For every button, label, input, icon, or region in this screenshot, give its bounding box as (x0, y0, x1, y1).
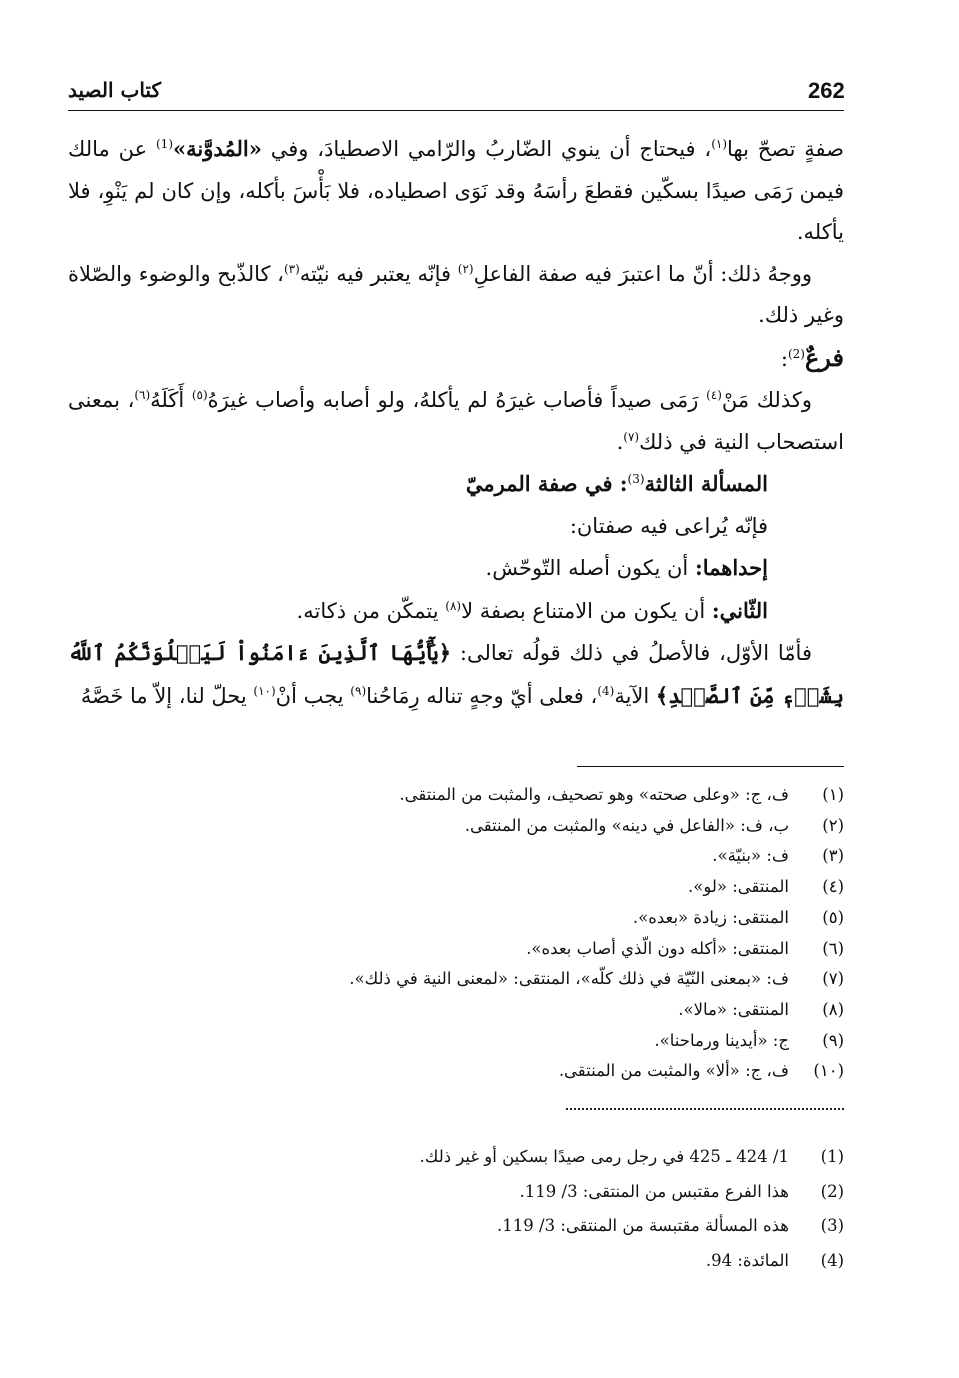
text-span: ، بمعنى استصحاب النية في ذلك (68, 388, 844, 454)
section-heading-far (68, 337, 844, 381)
footnote-ref[interactable]: (٢) (457, 261, 474, 276)
line-c (68, 590, 844, 633)
footnote-number: (2) (820, 1181, 844, 1201)
text-span: أَكَلَهُ (150, 388, 192, 412)
running-title: كتاب الصيد (68, 78, 161, 102)
paragraph-2 (68, 254, 844, 337)
footnote-item (68, 934, 844, 965)
footnote-text: المنتقى: «مالا». (678, 999, 789, 1019)
footnote-ref[interactable]: (٦) (134, 388, 151, 402)
footnote-item (68, 964, 844, 995)
footnote-item (68, 1209, 844, 1244)
footnote-text: ف، ج: «ألا» والمثبت من المنتقى. (558, 1061, 789, 1081)
footnote-ref[interactable]: (١) (711, 137, 728, 151)
footnote-text: المنتقى: زيادة «بعده». (632, 907, 789, 927)
footnote-separator (577, 766, 844, 767)
paragraph-3 (68, 380, 844, 463)
footnote-item (68, 1140, 844, 1175)
text-span: . (616, 429, 624, 454)
text-span: صفةٍ تصحّ بها (727, 137, 844, 161)
book-title: «المُدوَّنة» (173, 136, 262, 161)
line-b (68, 547, 844, 590)
footnote-number: (١) (822, 785, 844, 804)
footnote-number: (٤) (822, 877, 844, 897)
footnote-item (68, 811, 844, 842)
heading-colon: : (780, 346, 788, 371)
text-span: ، كالذّبح والوضوء والصّلاة وغير ذلك. (68, 261, 844, 327)
footnote-ref[interactable]: (٨) (445, 598, 462, 613)
heading-text: فرعٌ (804, 342, 844, 372)
footnote-ref[interactable]: (٩) (350, 683, 367, 698)
footnote-item (68, 1244, 844, 1279)
footnote-item (68, 1056, 844, 1087)
footnote-item (68, 1026, 844, 1057)
footnote-ref[interactable]: (٣) (283, 261, 300, 276)
text-span: ، فيحتاج أن ينوي الضّاربُ والرّامي الاصطيادَ، وفي (261, 137, 712, 161)
footnote-item (68, 872, 844, 903)
masala-heading (68, 463, 844, 506)
footnote-text: المائدة: 94. (705, 1250, 789, 1270)
quran-verse: ﴿يَٰٓأَيُّهَا ٱلَّذِينَ ءَامَنُواْ لَيَبۡلُوَنَّكُمُ ٱللَّهُ بِشَيۡءٖ مِّنَ ٱلصَّيۡدِ﴾ (68, 640, 844, 708)
footnote-text: ب، ف: «الفاعل في دينه» والمثبت من المنتقى. (464, 815, 789, 835)
text-span: رَمَى صيداً فأصاب غيرَهُ لم يأكلهُ، ولو أصابه وأصاب غيرَهُ (207, 388, 707, 412)
text-span: فإنّه يُراعى فيه صفتان: (569, 513, 768, 538)
footnote-item (68, 903, 844, 934)
text-span: أن يكون أصله التّوحّش. (485, 556, 695, 580)
footnote-number: (4) (820, 1250, 844, 1270)
footnote-ref[interactable]: (1) (155, 137, 173, 151)
label-bold: إحداهما: (694, 555, 768, 580)
footnote-item (68, 780, 844, 811)
footnote-text: ف، ج: «وعلى صحته» وهو تصحيف، والمثبت من المنتقى. (399, 785, 789, 804)
text-span: ووجهُ ذلك: أنّ ما اعتبرَ فيه صفة الفاعلِ (473, 261, 813, 286)
text-span: يجب أنْ (275, 683, 351, 708)
line-a (68, 506, 844, 548)
footnote-ref[interactable]: (3) (627, 472, 645, 486)
text-span: ، فعلى أيّ وجهٍ تناله رِمَاحُنا (366, 683, 598, 708)
footnote-number: (٣) (822, 846, 844, 866)
page-number: 262 (808, 78, 845, 103)
masala-title: المسألة الثالثة (644, 471, 768, 496)
footnote-text: المنتقى: «لو». (688, 877, 789, 897)
text-span: فأمّا الأوّل، فالأصلُ في ذلك قولُه تعالى: (451, 641, 812, 665)
footnote-ref[interactable]: (٧) (623, 429, 640, 444)
footnote-number: (٢) (822, 815, 844, 835)
label-bold: الثّاني: (711, 597, 768, 623)
footnote-ref[interactable]: (٤) (706, 388, 722, 402)
footnote-text: هذه المسألة مقتبسة من المنتقى: 3/ 119. (497, 1216, 789, 1235)
footnote-text: 1/ 424 ـ 425 في رجل رمى صيدًا بسكين أو غير ذلك. (419, 1147, 789, 1166)
footnote-ref[interactable]: (٥) (191, 388, 208, 402)
text-span: عن مالك فيمن رَمَى صيدًا بسكّين فقطعَ رأسَهُ وقد نَوَى اصطياده، فلا بَأْسَ بأكله، وإن كان لم يَنْوِ، فلا يأكله. (68, 137, 844, 244)
text-span: وكذلك مَنْ (721, 388, 812, 412)
footnote-number: (٥) (822, 907, 844, 927)
footnote-ref[interactable]: (4) (597, 683, 615, 698)
footnote-number: (3) (820, 1216, 844, 1235)
footnote-number: (٦) (822, 938, 844, 958)
footnote-number: (٩) (822, 1030, 844, 1050)
footnote-number: (1) (820, 1147, 844, 1166)
text-span: يحلّ لنا، إلاّ ما خَصَّهُ (80, 683, 254, 708)
editor-footnotes (68, 1140, 844, 1278)
main-text (68, 128, 844, 717)
text-span: الآية (614, 683, 656, 708)
variant-footnotes (68, 780, 844, 1087)
footnote-text: ف: «بنيّة». (712, 846, 789, 866)
text-span: يتمكّن من ذكاته. (296, 598, 446, 623)
footnote-number: (٧) (822, 969, 844, 989)
footnote-text: المنتقى: «أكله دون الّذي أصاب بعده». (526, 938, 789, 958)
text-span: فإنّه يعتبر فيه نيّته (299, 261, 458, 286)
footnote-text: هذا الفرع مقتبس من المنتقى: 3/ 119. (519, 1181, 789, 1201)
footnote-text: ج: «أيدينا ورماحنا». (654, 1030, 789, 1050)
footnote-ref[interactable]: (١٠) (253, 683, 276, 698)
text-span: أن يكون من الامتناع بصفة لا (461, 598, 712, 623)
masala-subject: : في صفة المرميّ (465, 471, 628, 496)
page-header (68, 74, 844, 111)
footnote-text: ف: «بمعنى النّيّة في ذلك كلّه»، المنتقى: «لمعنى النية في ذلك». (349, 969, 789, 989)
footnote-item (68, 1175, 844, 1210)
footnote-number: (٨) (822, 999, 844, 1019)
footnote-ref[interactable]: (2) (787, 346, 805, 361)
footnote-item (68, 995, 844, 1026)
paragraph-4 (68, 632, 844, 717)
paragraph-1 (68, 128, 844, 254)
footnote-number: (١٠) (813, 1061, 844, 1081)
dotted-separator (566, 1108, 844, 1110)
footnote-item (68, 841, 844, 872)
